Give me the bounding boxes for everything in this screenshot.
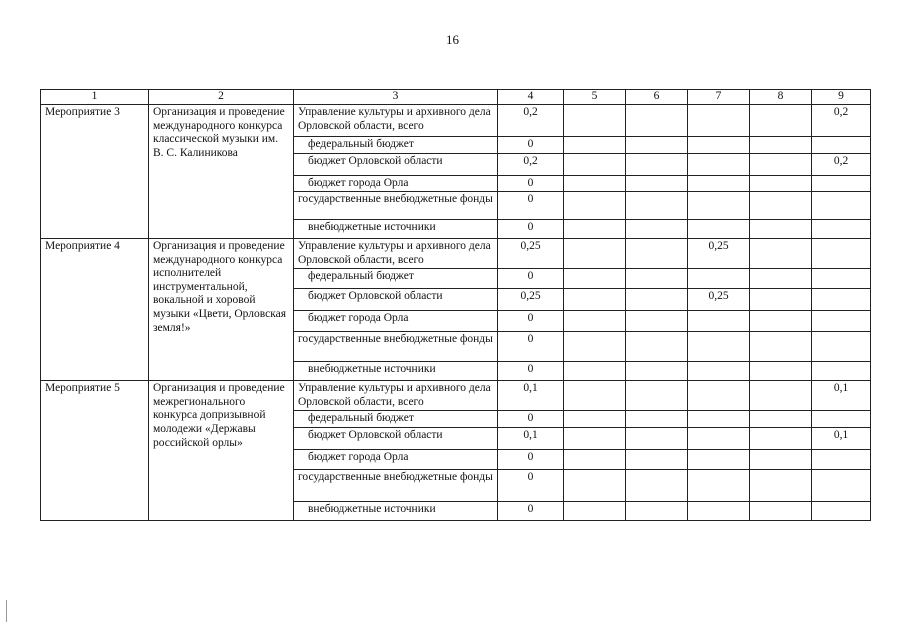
event-label: Мероприятие 4: [41, 239, 149, 381]
funding-source: государственные внебюджетные фонды: [294, 469, 498, 501]
funding-value-4: 0: [498, 332, 564, 362]
funding-value-7: 0,25: [688, 239, 750, 269]
funding-value-9: [812, 411, 871, 428]
funding-value-7: [688, 362, 750, 381]
funding-value-4: 0: [498, 220, 564, 239]
funding-value-6: [626, 137, 688, 154]
table-row: [41, 105, 871, 137]
funding-value-5: [564, 332, 626, 362]
funding-value-4: 0,25: [498, 289, 564, 311]
funding-value-4: 0: [498, 449, 564, 469]
event-label: Мероприятие 5: [41, 381, 149, 521]
funding-value-9: [812, 239, 871, 269]
funding-value-5: [564, 381, 626, 411]
funding-value-8: [750, 192, 812, 220]
funding-value-8: [750, 220, 812, 239]
funding-source: бюджет города Орла: [294, 175, 498, 192]
funding-value-5: [564, 289, 626, 311]
funding-value-7: [688, 105, 750, 137]
funding-value-5: [564, 153, 626, 175]
funding-value-9: [812, 449, 871, 469]
funding-value-7: 0,25: [688, 289, 750, 311]
funding-value-5: [564, 411, 626, 428]
funding-value-7: [688, 332, 750, 362]
funding-value-5: [564, 449, 626, 469]
funding-source: государственные внебюджетные фонды: [294, 192, 498, 220]
event-description: Организация и проведение международного конкурса классической музыки им. В. С. Калиникова: [149, 105, 294, 239]
funding-value-8: [750, 239, 812, 269]
funding-value-5: [564, 137, 626, 154]
funding-value-4: 0: [498, 137, 564, 154]
funding-value-5: [564, 175, 626, 192]
funding-value-4: 0: [498, 469, 564, 501]
funding-source: Управление культуры и архивного дела Орловской области, всего: [294, 105, 498, 137]
funding-value-4: 0: [498, 501, 564, 520]
funding-value-6: [626, 192, 688, 220]
funding-value-7: [688, 411, 750, 428]
funding-value-4: 0: [498, 192, 564, 220]
funding-source: государственные внебюджетные фонды: [294, 332, 498, 362]
funding-source: бюджет города Орла: [294, 311, 498, 332]
funding-value-6: [626, 311, 688, 332]
funding-source: бюджет Орловской области: [294, 153, 498, 175]
funding-value-5: [564, 192, 626, 220]
funding-source: внебюджетные источники: [294, 362, 498, 381]
funding-value-9: [812, 362, 871, 381]
funding-value-8: [750, 269, 812, 289]
funding-value-5: [564, 427, 626, 449]
funding-value-8: [750, 311, 812, 332]
funding-value-9: [812, 137, 871, 154]
funding-value-8: [750, 137, 812, 154]
funding-value-9: 0,1: [812, 427, 871, 449]
funding-value-6: [626, 411, 688, 428]
funding-value-8: [750, 469, 812, 501]
column-header: 9: [812, 90, 871, 105]
column-header: 7: [688, 90, 750, 105]
funding-value-7: [688, 220, 750, 239]
funding-source: внебюджетные источники: [294, 501, 498, 520]
column-header: 1: [41, 90, 149, 105]
funding-value-4: 0,2: [498, 153, 564, 175]
funding-value-7: [688, 501, 750, 520]
table-row: [41, 381, 871, 411]
funding-value-6: [626, 153, 688, 175]
funding-value-8: [750, 153, 812, 175]
funding-source: бюджет Орловской области: [294, 427, 498, 449]
funding-value-7: [688, 137, 750, 154]
funding-value-5: [564, 469, 626, 501]
funding-value-6: [626, 289, 688, 311]
funding-value-8: [750, 362, 812, 381]
funding-value-9: 0,2: [812, 153, 871, 175]
funding-value-8: [750, 105, 812, 137]
table-row: [41, 239, 871, 269]
funding-value-9: [812, 269, 871, 289]
funding-value-5: [564, 362, 626, 381]
event-label: Мероприятие 3: [41, 105, 149, 239]
funding-value-5: [564, 501, 626, 520]
page-number: 16: [446, 32, 459, 47]
column-header: 2: [149, 90, 294, 105]
funding-value-8: [750, 381, 812, 411]
funding-value-4: 0: [498, 269, 564, 289]
funding-value-6: [626, 501, 688, 520]
funding-value-7: [688, 427, 750, 449]
funding-value-7: [688, 381, 750, 411]
funding-value-9: [812, 469, 871, 501]
funding-value-6: [626, 269, 688, 289]
scan-edge-mark: [6, 600, 7, 622]
funding-value-8: [750, 332, 812, 362]
funding-value-8: [750, 289, 812, 311]
funding-value-4: 0,25: [498, 239, 564, 269]
column-header: 4: [498, 90, 564, 105]
funding-value-9: [812, 192, 871, 220]
funding-value-4: 0: [498, 311, 564, 332]
funding-value-8: [750, 501, 812, 520]
funding-value-4: 0,1: [498, 381, 564, 411]
funding-value-9: [812, 332, 871, 362]
funding-value-6: [626, 239, 688, 269]
funding-value-8: [750, 449, 812, 469]
funding-value-4: 0,1: [498, 427, 564, 449]
funding-value-5: [564, 105, 626, 137]
funding-value-7: [688, 469, 750, 501]
funding-value-7: [688, 192, 750, 220]
funding-value-7: [688, 449, 750, 469]
funding-source: бюджет города Орла: [294, 449, 498, 469]
funding-value-6: [626, 332, 688, 362]
funding-value-9: [812, 311, 871, 332]
funding-source: бюджет Орловской области: [294, 289, 498, 311]
funding-value-9: [812, 175, 871, 192]
funding-value-4: 0: [498, 175, 564, 192]
funding-value-9: [812, 501, 871, 520]
header-row: [41, 90, 871, 105]
column-header: 6: [626, 90, 688, 105]
column-header: 8: [750, 90, 812, 105]
column-header: 5: [564, 90, 626, 105]
funding-value-5: [564, 269, 626, 289]
funding-value-6: [626, 427, 688, 449]
event-description: Организация и проведение международного конкурса исполнителей инструментальной, вокальной и хоровой музыки «Цвети, Орловская земля!»: [149, 239, 294, 381]
funding-value-5: [564, 239, 626, 269]
funding-value-6: [626, 105, 688, 137]
funding-source: внебюджетные источники: [294, 220, 498, 239]
funding-value-6: [626, 362, 688, 381]
funding-value-7: [688, 311, 750, 332]
funding-value-8: [750, 427, 812, 449]
funding-source: федеральный бюджет: [294, 137, 498, 154]
funding-table: [40, 89, 871, 521]
funding-value-9: 0,1: [812, 381, 871, 411]
funding-value-7: [688, 269, 750, 289]
funding-source: Управление культуры и архивного дела Орловской области, всего: [294, 239, 498, 269]
funding-value-9: 0,2: [812, 105, 871, 137]
event-description: Организация и проведение межрегионального конкурса допризывной молодежи «Державы российской орлы»: [149, 381, 294, 521]
funding-value-4: 0: [498, 362, 564, 381]
funding-value-6: [626, 220, 688, 239]
funding-value-5: [564, 220, 626, 239]
funding-value-6: [626, 469, 688, 501]
funding-source: федеральный бюджет: [294, 269, 498, 289]
funding-value-4: 0: [498, 411, 564, 428]
funding-value-4: 0,2: [498, 105, 564, 137]
funding-value-5: [564, 311, 626, 332]
funding-value-8: [750, 175, 812, 192]
funding-value-9: [812, 289, 871, 311]
funding-value-6: [626, 381, 688, 411]
column-header: 3: [294, 90, 498, 105]
funding-value-7: [688, 153, 750, 175]
funding-value-6: [626, 175, 688, 192]
funding-value-8: [750, 411, 812, 428]
funding-value-7: [688, 175, 750, 192]
funding-source: федеральный бюджет: [294, 411, 498, 428]
funding-value-9: [812, 220, 871, 239]
funding-value-6: [626, 449, 688, 469]
funding-source: Управление культуры и архивного дела Орловской области, всего: [294, 381, 498, 411]
